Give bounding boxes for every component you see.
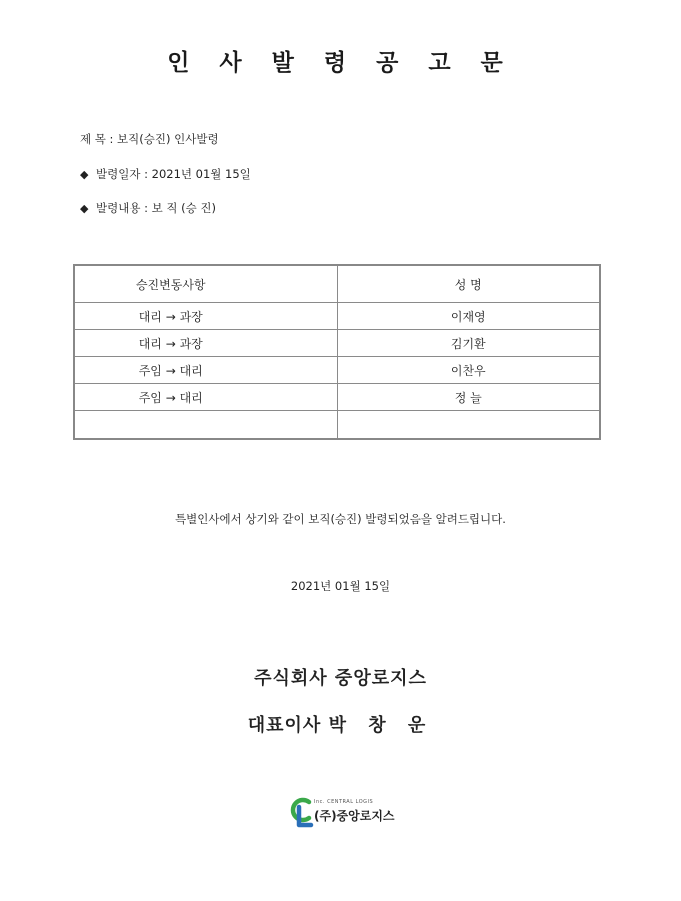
logo-text: (주)중앙로지스 <box>314 809 395 823</box>
date-line-text: 발령일자 : 2021년 01월 15일 <box>96 167 251 181</box>
header-change: 승진변동사항 <box>74 265 337 303</box>
diamond-bullet-icon: ◆ <box>80 202 89 215</box>
company-logo <box>287 795 407 829</box>
table-row <box>74 357 600 384</box>
company-name: 주식회사 중앙로지스 <box>254 668 427 689</box>
cell-change: 대리 → 과장 <box>74 303 337 330</box>
ceo-name: 박 창 운 <box>328 715 434 736</box>
diamond-bullet-icon: ◆ <box>80 168 89 181</box>
content-line-text: 발령내용 : 보 직 (승 진) <box>96 201 216 215</box>
content-line <box>80 200 216 216</box>
ceo-title: 대표이사 <box>247 715 322 736</box>
table-header-row <box>74 265 600 303</box>
cell-change: 주임 → 대리 <box>74 384 337 411</box>
cell-change: 대리 → 과장 <box>74 330 337 357</box>
logo-small-text: Inc. CENTRAL LOGIS <box>314 799 374 805</box>
cell-name: 정 늘 <box>337 384 600 411</box>
cell-name: 이재영 <box>337 303 600 330</box>
promotion-table <box>73 264 601 440</box>
issue-date: 2021년 01월 15일 <box>290 579 391 593</box>
subject-line: 제 목 : 보직(승진) 인사발령 <box>80 132 219 146</box>
ceo-line <box>0 711 681 737</box>
cell-change: 주임 → 대리 <box>74 357 337 384</box>
table-row <box>74 384 600 411</box>
cell-name: 이찬우 <box>337 357 600 384</box>
date-line <box>80 166 251 182</box>
document-title: 인 사 발 령 공 고 문 <box>167 50 514 76</box>
cell-name: 김기환 <box>337 330 600 357</box>
table-row <box>74 330 600 357</box>
cell-empty <box>74 411 337 440</box>
header-name: 성 명 <box>337 265 600 303</box>
logo-mark-icon <box>287 795 315 829</box>
table-row-empty <box>74 411 600 440</box>
table-row <box>74 303 600 330</box>
notice-text: 특별인사에서 상기와 같이 보직(승진) 발령되었음을 알려드립니다. <box>175 512 506 526</box>
cell-empty <box>337 411 600 440</box>
